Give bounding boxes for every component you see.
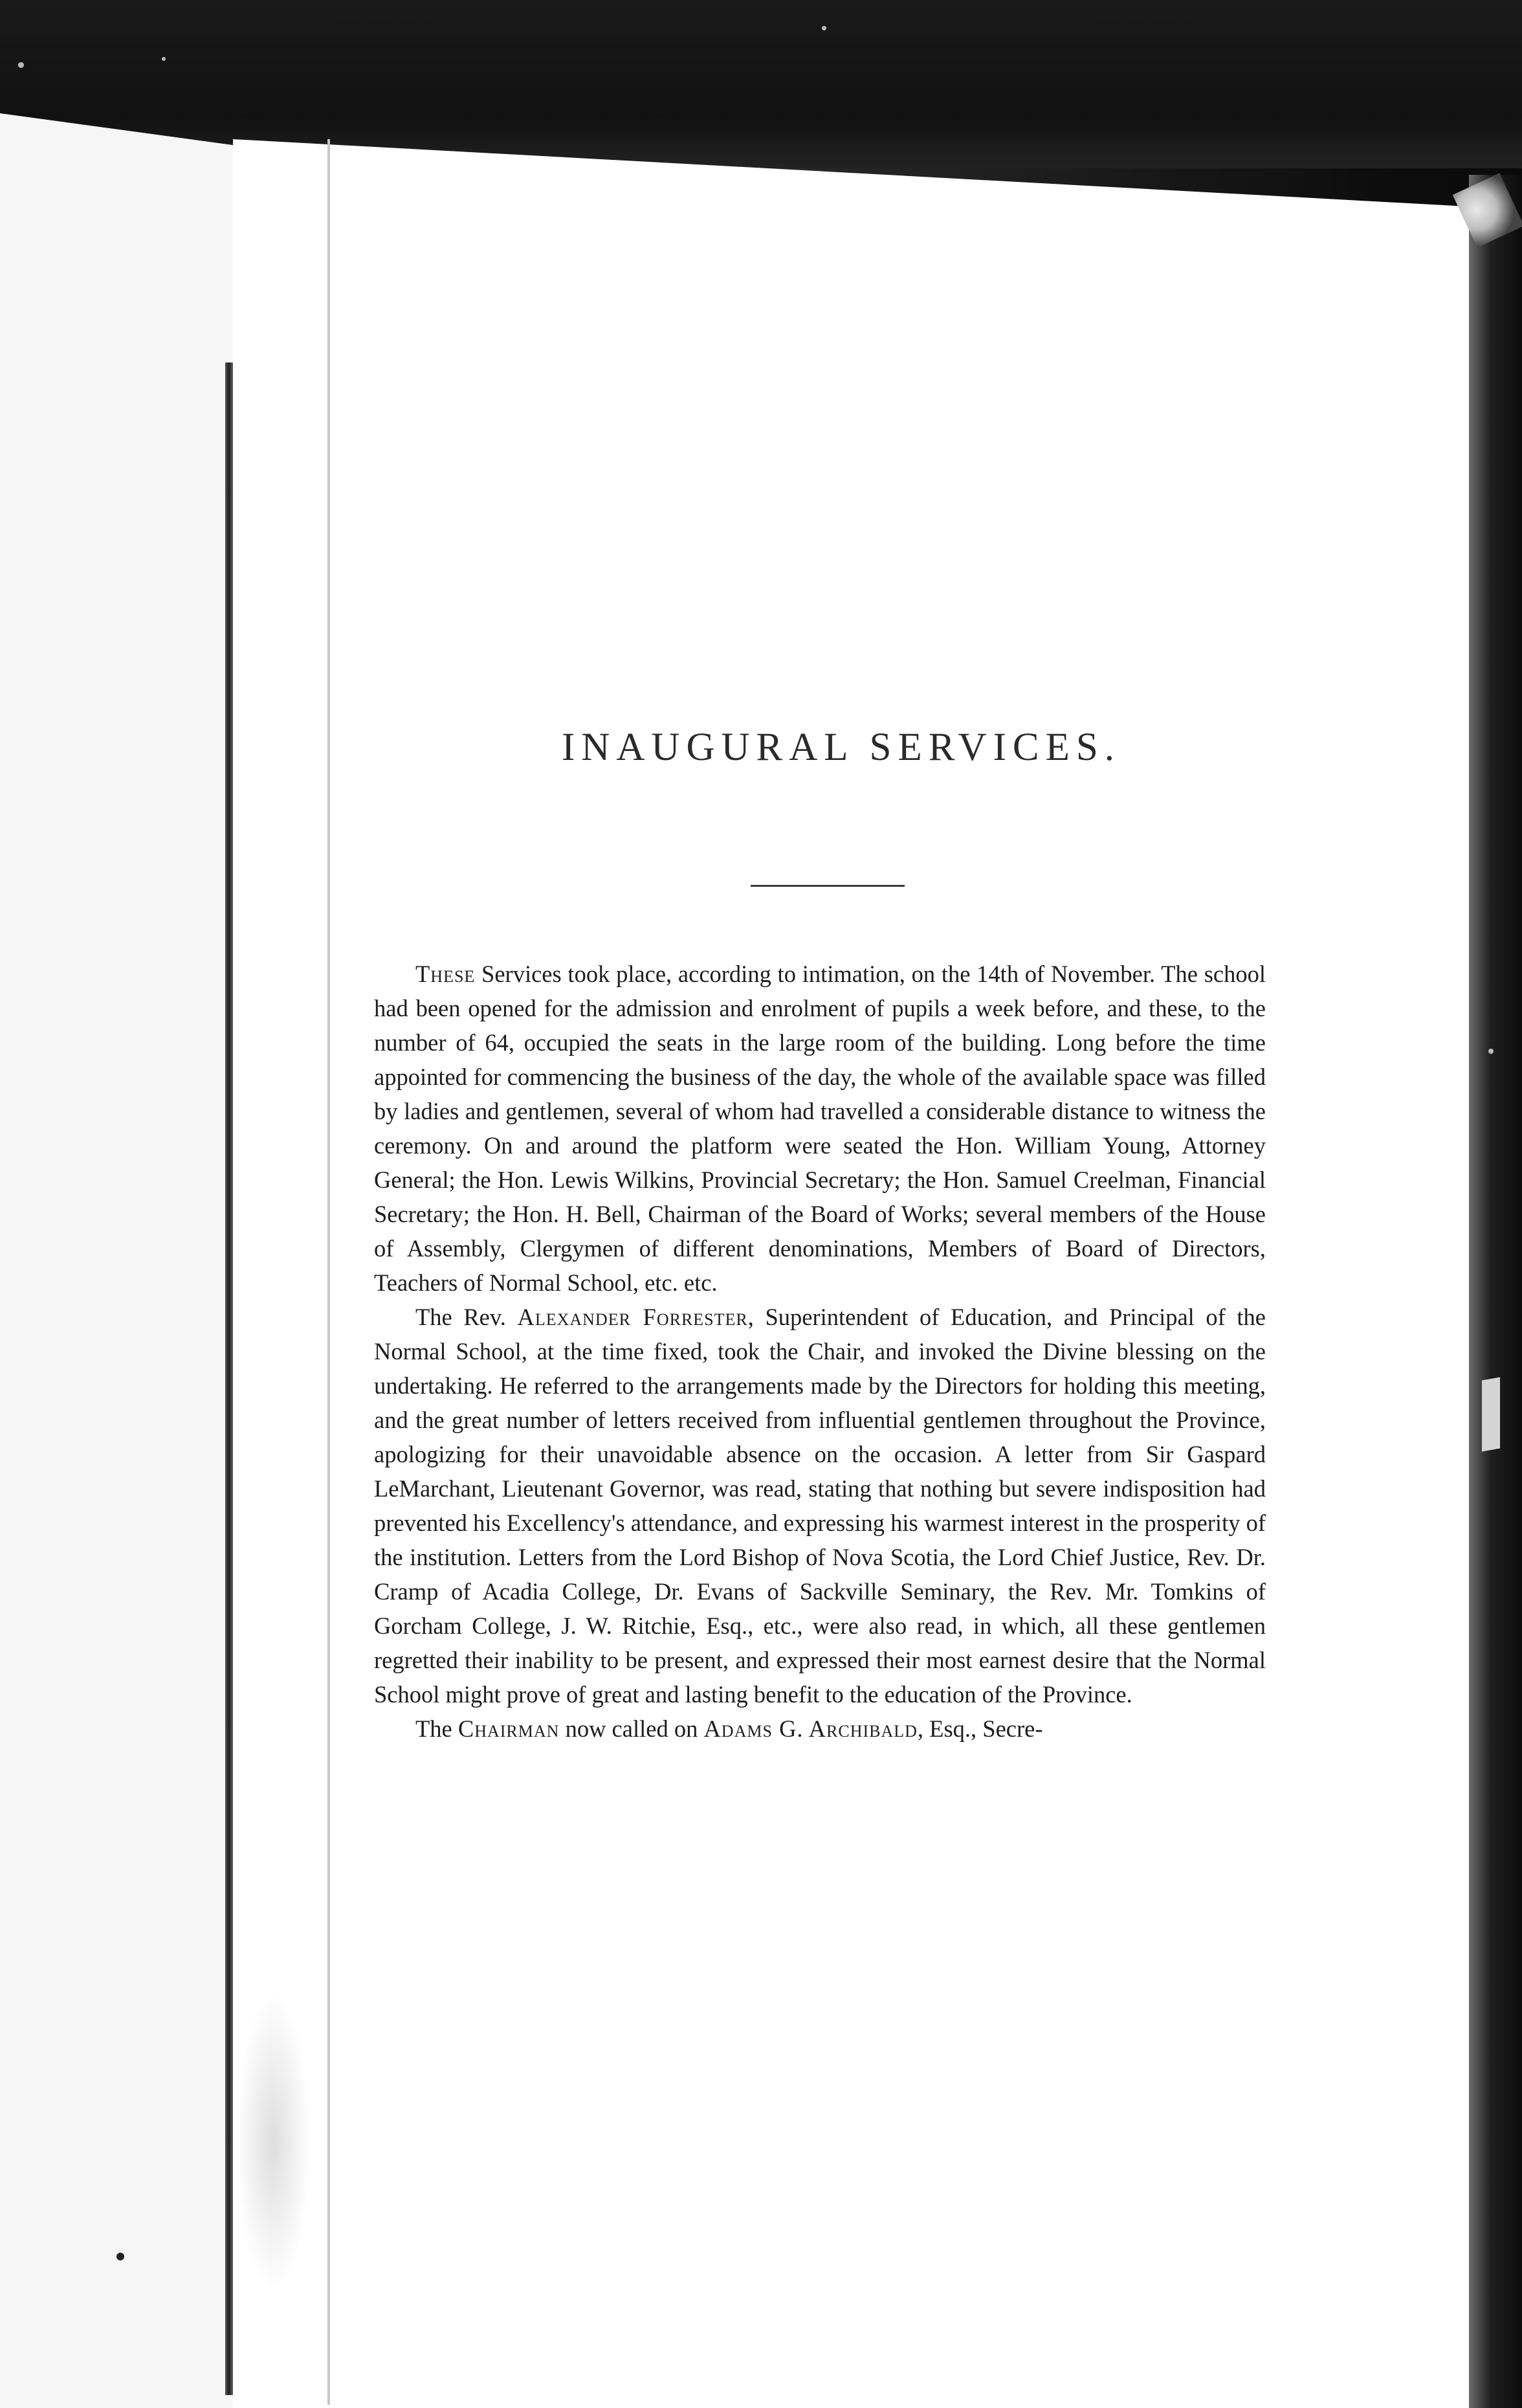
dark-top-edge [0, 0, 1522, 168]
page-title: INAUGURAL SERVICES. [561, 726, 1121, 769]
drop-lead-word: These [415, 961, 476, 987]
paragraph-text: , Esq., Secre- [917, 1715, 1043, 1742]
paragraph-text: , Superintendent of Education, and Principal of the Normal School, at the time fixed, took the Chair, and invoked the Divine blessing on the undertaking. He referred to the arrangements made by the Directors for holding this meeting, and the great number of letters received from influential gentlemen throughout the Province, apologizing for their unavoidable absence on the occasion. A letter from Sir Gaspard LeMarchant, Lieutenant Governor, was read, stating that nothing but severe indisposition had prevented his Excellency's attendance, and expressing his warmest interest in the prosperity of the institution. Letters from the Lord Bishop of Nova Scotia, the Lord Chief Justice, Rev. Dr. Cramp of Acadia College, Dr. Evans of Sackville Seminary, the Rev. Mr. Tomkins of Gorcham College, J. W. Ritchie, Esq., etc., were also read, in which, all these gentlemen regretted their inability to be present, and expressed their most earnest desire that the Normal School might prove of great and lasting benefit to the education of the Province. [374, 1304, 1266, 1708]
title-rule [751, 885, 905, 887]
dust-speck [162, 57, 166, 61]
person-name: Adams G. Archibald [703, 1715, 918, 1742]
page-fold-line [327, 139, 330, 2405]
dust-speck [116, 2253, 124, 2260]
paragraph-text: The Rev. [415, 1304, 518, 1330]
paragraph [374, 1300, 1266, 1711]
paragraph-text: now called on [559, 1715, 704, 1742]
dust-speck [822, 26, 826, 30]
body-text [374, 957, 1266, 1746]
dust-speck [18, 62, 24, 68]
person-name: Alexander Forrester [517, 1304, 748, 1330]
page-smudge [236, 1994, 311, 2291]
role-name: Chairman [458, 1715, 560, 1742]
dust-speck [1488, 1049, 1494, 1054]
paragraph [374, 1711, 1266, 1746]
binding-gutter [225, 362, 233, 2395]
page-edge-tear [1482, 1377, 1500, 1452]
paragraph-text: Services took place, according to intimation, on the 14th of November. The school had been opened for the admission and enrolment of pupils a week before, and these, to the number of 64, occupied the seats in the large room of the building. Long before the time appointed for commencing the business of the day, the whole of the available space was filled by ladies and gentlemen, several of whom had travelled a considerable distance to witness the ceremony. On and around the platform were seated the Hon. William Young, Attorney General; the Hon. Lewis Wilkins, Provincial Secretary; the Hon. Samuel Creelman, Financial Secretary; the Hon. H. Bell, Chairman of the Board of Works; several members of the House of Assembly, Clergymen of different denominations, Members of Board of Directors, Teachers of Normal School, etc. etc. [374, 961, 1266, 1296]
paragraph-text: The [415, 1715, 458, 1742]
paragraph [374, 957, 1266, 1300]
page-edge-shadow [1469, 175, 1522, 2408]
